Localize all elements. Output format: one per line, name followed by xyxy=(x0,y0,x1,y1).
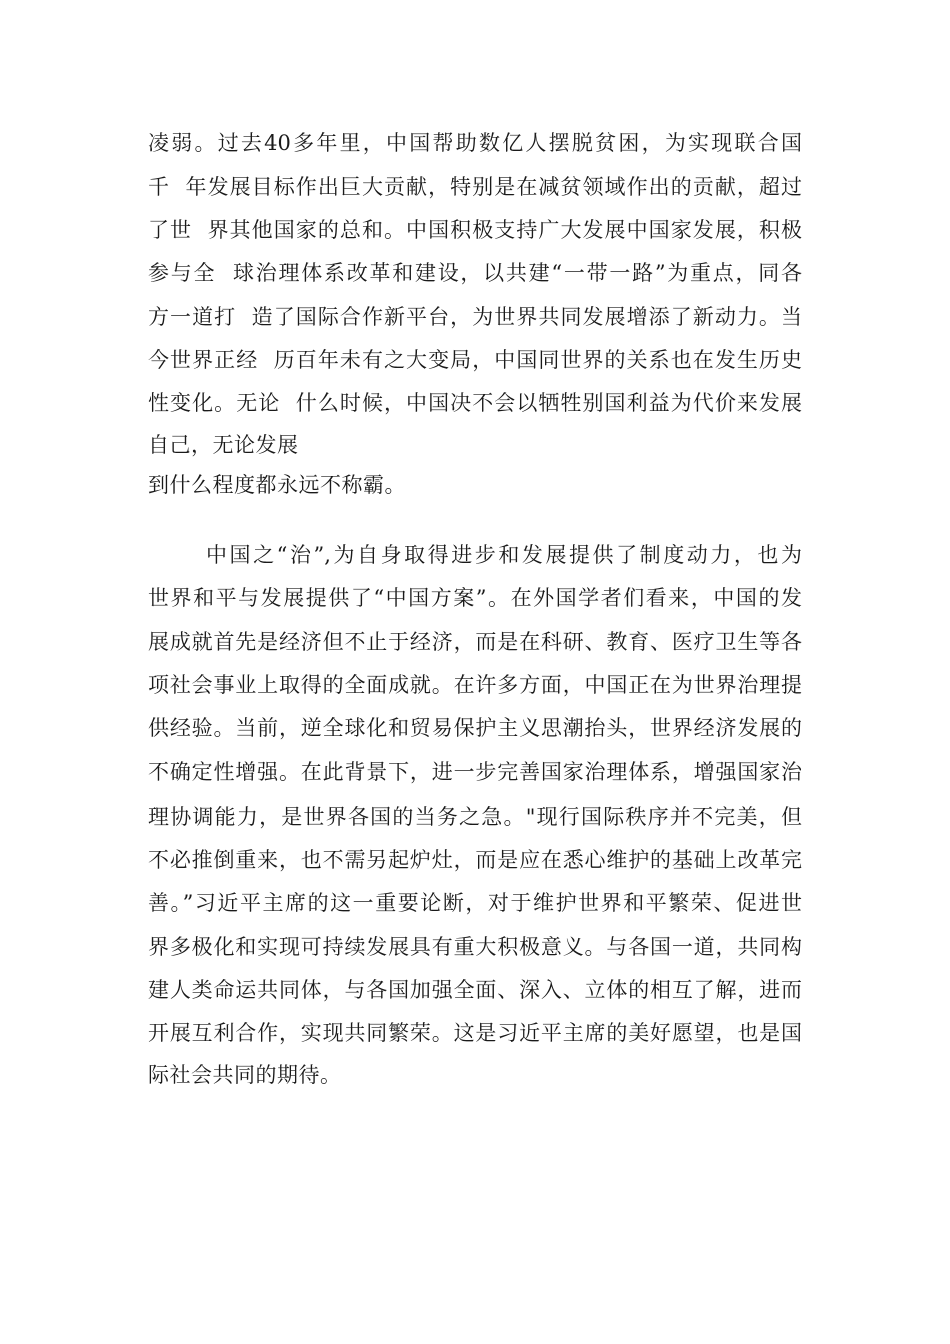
text-line: 了世 界其他国家的总和。中国积极支持广大发展中国家发展，积极 xyxy=(148,218,802,242)
text-line: 世界和平与发展提供了“中国方案”。在外国学者们看来，中国的发 xyxy=(148,586,802,610)
text-line: 建人类命运共同体，与各国加强全面、深入、立体的相互了解，进而 xyxy=(148,978,802,1002)
text-line: 开展互利合作，实现共同繁荣。这是习近平主席的美好愿望，也是国 xyxy=(148,1021,802,1045)
text-line: 界多极化和实现可持续发展具有重大积极意义。与各国一道，共同构 xyxy=(148,935,802,959)
text-line: 不确定性增强。在此背景下，进一步完善国家治理体系，增强国家治 xyxy=(148,760,802,784)
text-line: 到什么程度都永远不称霸。 xyxy=(148,473,406,497)
text-line: 参与全 球治理体系改革和建设，以共建“一带一路”为重点，同各 xyxy=(148,261,802,285)
text-line: 今世界正经 历百年未有之大变局，中国同世界的关系也在发生历史 xyxy=(148,348,802,372)
text-line: 性变化。无论 什么时候，中国决不会以牺牲别国利益为代价来发展 xyxy=(148,391,802,415)
text-line: 际社会共同的期待。 xyxy=(148,1063,342,1087)
text-line: 中国之“治”,为自身取得进步和发展提供了制度动力，也为 xyxy=(206,543,802,567)
text-line: 方一道打 造了国际合作新平台，为世界共同发展增添了新动力。当 xyxy=(148,305,802,329)
text-line: 理协调能力，是世界各国的当务之急。"现行国际秩序并不完美，但 xyxy=(148,805,802,829)
text-line: 千 年发展目标作出巨大贡献，特别是在减贫领域作出的贡献，超过 xyxy=(148,175,802,199)
text-line: 供经验。当前，逆全球化和贸易保护主义思潮抬头，世界经济发展的 xyxy=(148,716,802,740)
text-line: 项社会事业上取得的全面成就。在许多方面，中国正在为世界治理提 xyxy=(148,673,802,697)
text-line: 展成就首先是经济但不止于经济，而是在科研、教育、医疗卫生等各 xyxy=(148,630,802,654)
text-line: 凌弱。过去40多年里，中国帮助数亿人摆脱贫困，为实现联合国 xyxy=(148,131,802,155)
text-line: 不必推倒重来，也不需另起炉灶，而是应在悉心维护的基础上改革完 xyxy=(148,848,802,872)
text-line: 自己，无论发展 xyxy=(148,433,299,457)
text-line: 善。”习近平主席的这一重要论断，对于维护世界和平繁荣、促进世 xyxy=(148,891,802,915)
